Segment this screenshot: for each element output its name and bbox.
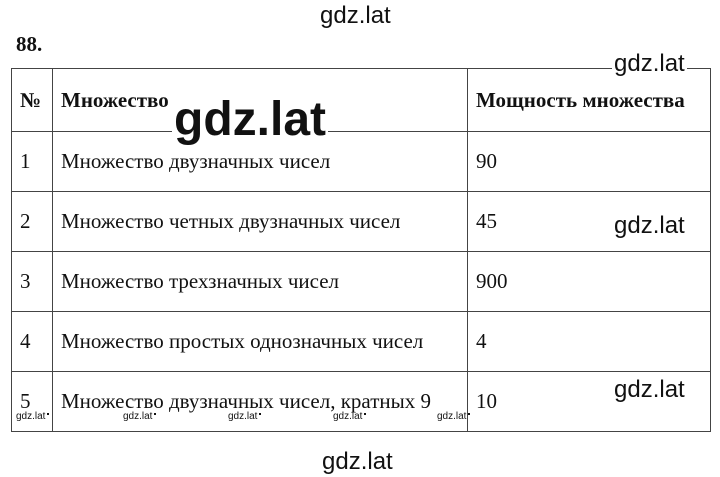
row-set: Множество простых однозначных чисел <box>53 312 468 372</box>
watermark-small: gdz.lat <box>333 411 366 422</box>
table-row <box>12 132 711 192</box>
row-number: 1 <box>12 132 53 192</box>
row-power: 45 <box>468 192 711 252</box>
row-power: 4 <box>468 312 711 372</box>
sets-table <box>11 68 711 432</box>
row-set: Множество двузначных чисел, кратных 9 <box>53 372 468 432</box>
task-number: 88. <box>16 32 43 56</box>
row-number: 5 <box>12 372 53 432</box>
row-number: 2 <box>12 192 53 252</box>
row-number: 3 <box>12 252 53 312</box>
watermark-small: gdz.lat <box>437 411 470 422</box>
watermark-small: gdz.lat <box>16 411 49 422</box>
row-set: Множество двузначных чисел <box>53 132 468 192</box>
row-power: 90 <box>468 132 711 192</box>
watermark-bottom: gdz.lat <box>322 448 393 475</box>
watermark-right-bottom: gdz.lat <box>614 376 685 403</box>
table-row <box>12 252 711 312</box>
row-set: Множество трехзначных чисел <box>53 252 468 312</box>
watermark-right-top: gdz.lat <box>614 50 685 77</box>
row-number: 4 <box>12 312 53 372</box>
table-row <box>12 312 711 372</box>
row-power: 10 <box>468 372 711 432</box>
header-set: Множество <box>53 69 468 132</box>
row-power: 900 <box>468 252 711 312</box>
header-number: № <box>12 69 53 132</box>
header-power: Мощность множества <box>468 69 711 132</box>
table-header-row <box>12 69 711 132</box>
row-set: Множество четных двузначных чисел <box>53 192 468 252</box>
watermark-large: gdz.lat <box>174 93 326 146</box>
watermark-small: gdz.lat <box>228 411 261 422</box>
watermark-small: gdz.lat <box>123 411 156 422</box>
table-row <box>12 372 711 432</box>
table-row <box>12 192 711 252</box>
watermark-right-middle: gdz.lat <box>614 212 685 239</box>
watermark-top: gdz.lat <box>320 2 391 29</box>
